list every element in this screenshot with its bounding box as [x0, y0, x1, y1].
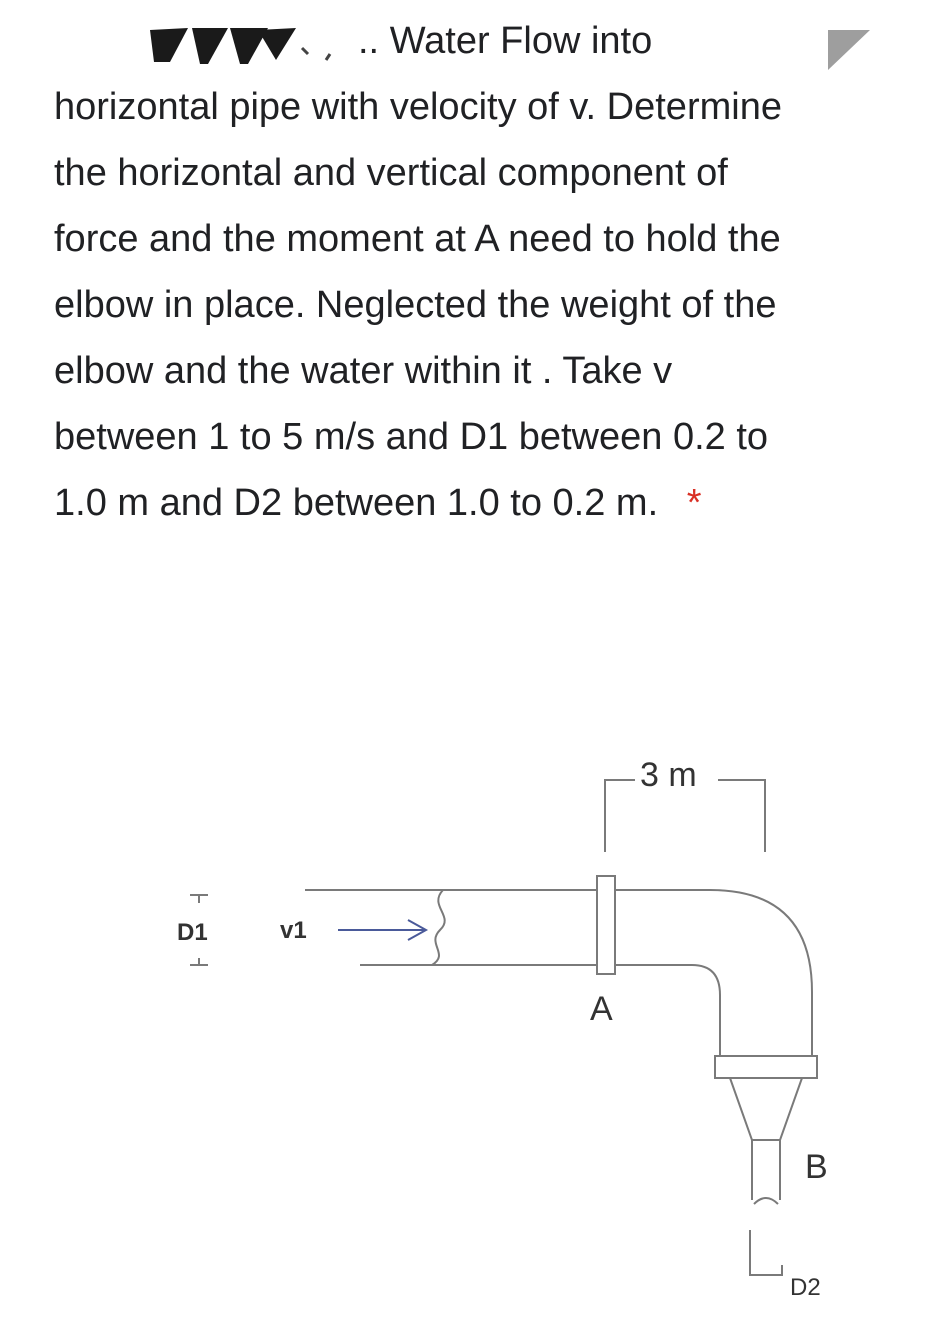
question-title-prefix: .. [358, 20, 380, 62]
flange-a [597, 876, 615, 974]
nozzle-left [730, 1078, 752, 1200]
dimension-bracket-right [718, 780, 765, 852]
velocity-arrow [338, 920, 426, 940]
pipe-break-curve [432, 890, 445, 965]
label-d2: D2 [790, 1274, 821, 1301]
question-title: Water Flow into [389, 20, 653, 62]
pipe-elbow-diagram [150, 740, 870, 1320]
question-text [54, 8, 794, 536]
nozzle-right [780, 1078, 802, 1200]
flange-b [715, 1056, 817, 1078]
required-asterisk: * [686, 482, 702, 524]
dimension-label: 3 m [640, 756, 697, 794]
label-a: A [590, 990, 613, 1028]
dimension-bracket-left [605, 780, 635, 852]
label-v1: v1 [280, 917, 307, 944]
jet-break-curve [754, 1198, 778, 1204]
label-b: B [805, 1148, 828, 1186]
question-title-line [54, 20, 652, 62]
d1-marker-top [190, 895, 208, 903]
elbow-inner [615, 965, 720, 1056]
triangle-down-icon[interactable] [826, 26, 872, 72]
question-body: horizontal pipe with velocity of v. Determine the horizontal and vertical component of force and the moment at A need to hold the elbow in place. Neglected the weight of the elbow and the water within it . Take v between 1 to 5 m/s and D1 between 0.2 to 1.0 m and D2 between 1.0 to 0.2 m. [54, 86, 782, 524]
d2-marker [750, 1230, 782, 1275]
label-d1: D1 [177, 919, 208, 946]
d1-marker-bottom [190, 958, 208, 965]
